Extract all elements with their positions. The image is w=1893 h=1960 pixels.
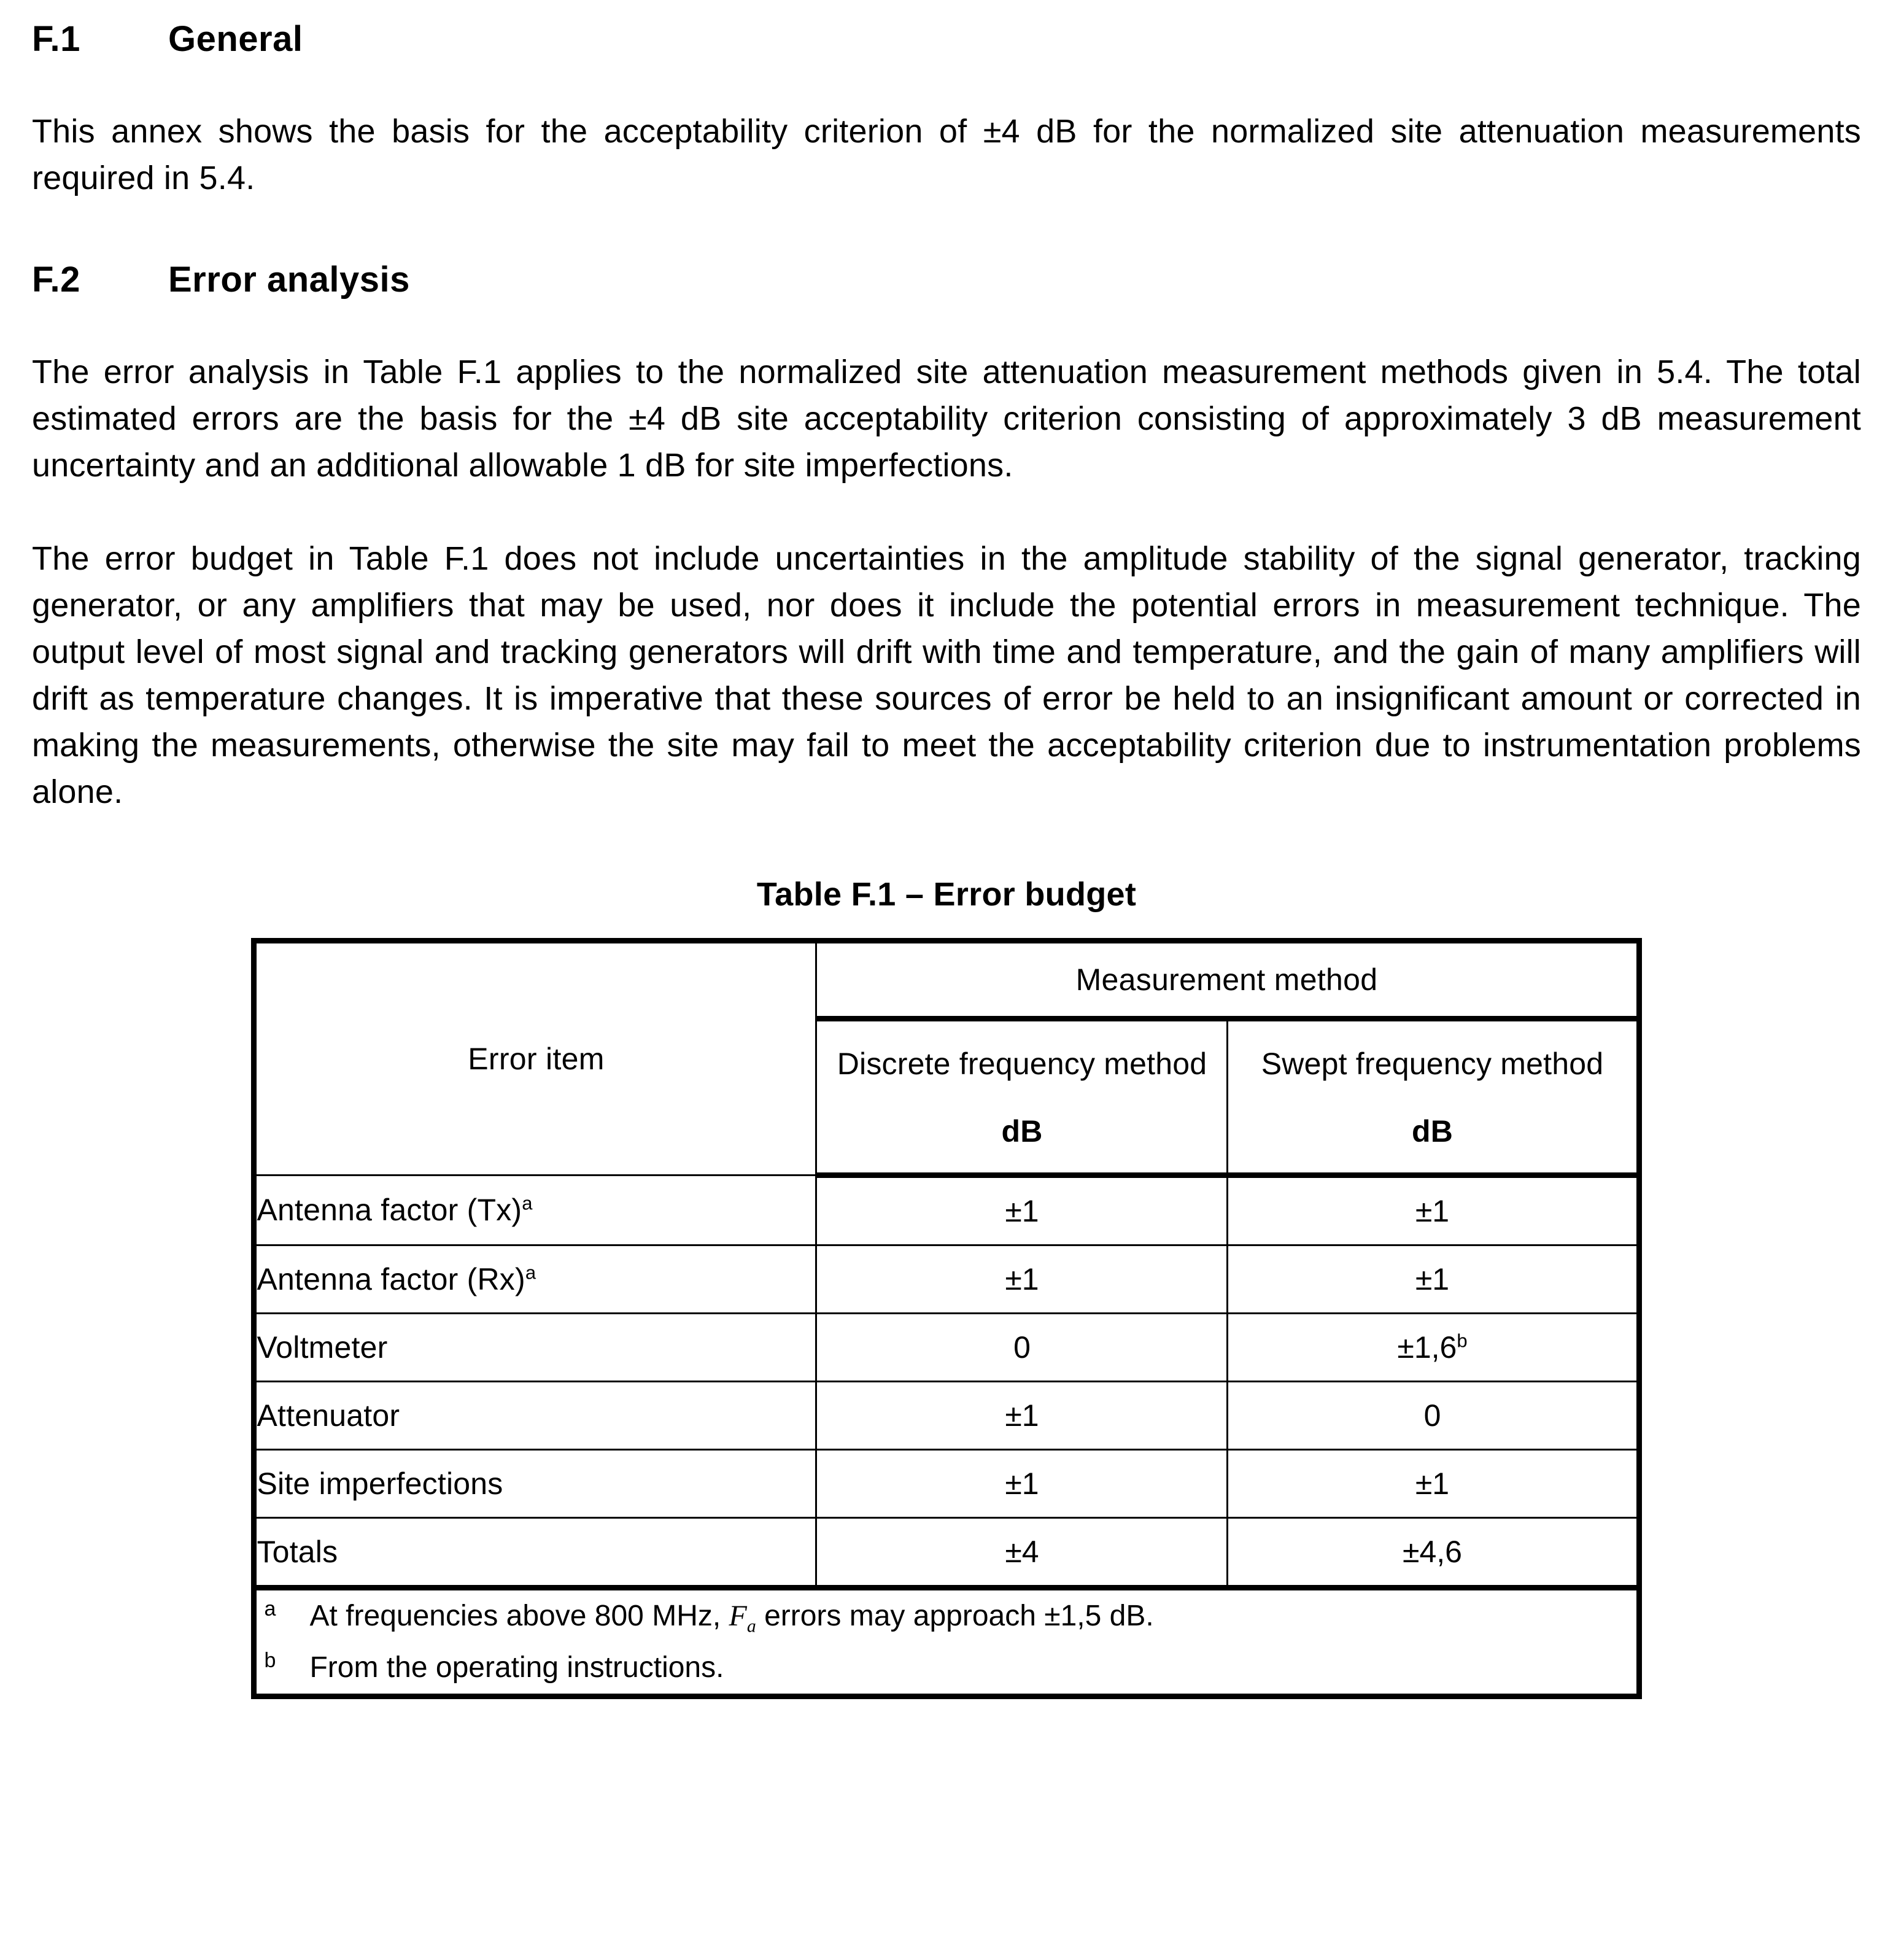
table-row xyxy=(254,1245,1639,1313)
cell-swept-voltmeter: ±1,6$^b$ xyxy=(1228,1313,1639,1381)
footnote-a xyxy=(257,1590,1636,1642)
row-label-voltmeter: Voltmeter xyxy=(254,1313,816,1381)
row-label-antenna-factor-tx: Antenna factor $(Tx)^a$ xyxy=(254,1175,816,1245)
header-swept-frequency-method xyxy=(1228,1018,1639,1175)
footnote-a-text: At frequencies above 800 MHz, $F_a$ errors may approach ±1,5 dB. xyxy=(309,1599,1154,1637)
row-label-attenuator: Attenuator xyxy=(254,1381,816,1449)
heading-f1 xyxy=(32,20,1861,59)
footnote-b-text: From the operating instructions. xyxy=(309,1651,724,1684)
cell-swept-antenna-factor-rx: ±1 xyxy=(1228,1245,1639,1313)
table-row xyxy=(254,1449,1639,1517)
row-label-totals: Totals xyxy=(254,1517,816,1587)
cell-swept-totals: ±4,6 xyxy=(1228,1517,1639,1587)
table-container xyxy=(32,938,1861,1699)
cell-discrete-voltmeter: 0 xyxy=(816,1313,1228,1381)
symbol-fa: $F_a$ xyxy=(729,1599,756,1637)
row-label-site-imperfections: Site imperfections xyxy=(254,1449,816,1517)
table-row xyxy=(254,1381,1639,1449)
paragraph-f1-1: This annex shows the basis for the acceptability criterion of ±4 dB for the normalized site attenuation measurements required in 5.4. xyxy=(32,112,1861,196)
cell-discrete-site-imperfections: ±1 xyxy=(816,1449,1228,1517)
table-row xyxy=(254,1313,1639,1381)
cell-swept-attenuator: 0 xyxy=(1228,1381,1639,1449)
paragraph-f2-2: The error budget in Table F.1 does not include uncertainties in the amplitude stability of the signal generator, tracking generator, or any amplifiers that may be used, nor does it include the potential errors in measurement technique. The output level of most signal and tracking generators will drift with time and temperature, and the gain of many amplifiers will drift as temperature changes. It is imperative that these sources of error be held to an insignificant amount or corrected in making the measurements, otherwise the site may fail to meet the acceptability criterion due to instrumentation problems alone. xyxy=(32,540,1861,810)
header-swept-frequency-label: Swept frequency method xyxy=(1261,1046,1604,1081)
table-header-row-group xyxy=(254,940,1639,1018)
footnote-ref-b: b xyxy=(1457,1329,1468,1351)
heading-f1-number: F.1 xyxy=(32,19,80,59)
heading-f2 xyxy=(32,260,1861,300)
heading-f2-number: F.2 xyxy=(32,259,80,300)
footnote-ref-a: a xyxy=(525,1261,536,1283)
table-row-totals xyxy=(254,1517,1639,1587)
header-error-item: Error item xyxy=(254,940,816,1175)
heading-f1-title: General xyxy=(168,19,303,59)
cell-discrete-antenna-factor-tx: ±1 xyxy=(816,1175,1228,1245)
table-caption: Table F.1 – Error budget xyxy=(756,875,1137,913)
cell-discrete-antenna-factor-rx: ±1 xyxy=(816,1245,1228,1313)
cell-discrete-totals: ±4 xyxy=(816,1517,1228,1587)
table-footnotes-row xyxy=(254,1587,1639,1696)
header-discrete-frequency-method xyxy=(816,1018,1228,1175)
row-label-antenna-factor-rx: Antenna factor $(Rx)^a$ xyxy=(254,1245,816,1313)
footnote-ref-a: a xyxy=(522,1192,533,1214)
table-footnotes xyxy=(254,1587,1639,1696)
footnote-a-mark: a xyxy=(264,1597,276,1621)
error-budget-table xyxy=(251,938,1641,1699)
table-row xyxy=(254,1175,1639,1245)
header-discrete-frequency-unit: dB xyxy=(1001,1114,1043,1148)
cell-discrete-attenuator: ±1 xyxy=(816,1381,1228,1449)
footnote-b xyxy=(257,1642,1636,1694)
header-measurement-method: Measurement method xyxy=(816,940,1639,1018)
cell-swept-site-imperfections: ±1 xyxy=(1228,1449,1639,1517)
footnote-b-mark: b xyxy=(264,1648,276,1672)
heading-f2-title: Error analysis xyxy=(168,259,410,300)
paragraph-f2-1: The error analysis in Table F.1 applies to the normalized site attenuation measurement methods given in 5.4. The total estimated errors are the basis for the ±4 dB site acceptability criterion consisting of approximately 3 dB measurement uncertainty and an additional allowable 1 dB for site imperfections. xyxy=(32,353,1861,484)
header-swept-frequency-unit: dB xyxy=(1411,1114,1454,1148)
header-discrete-frequency-label: Discrete frequency method xyxy=(837,1046,1207,1081)
cell-swept-antenna-factor-tx: ±1 xyxy=(1228,1175,1639,1245)
